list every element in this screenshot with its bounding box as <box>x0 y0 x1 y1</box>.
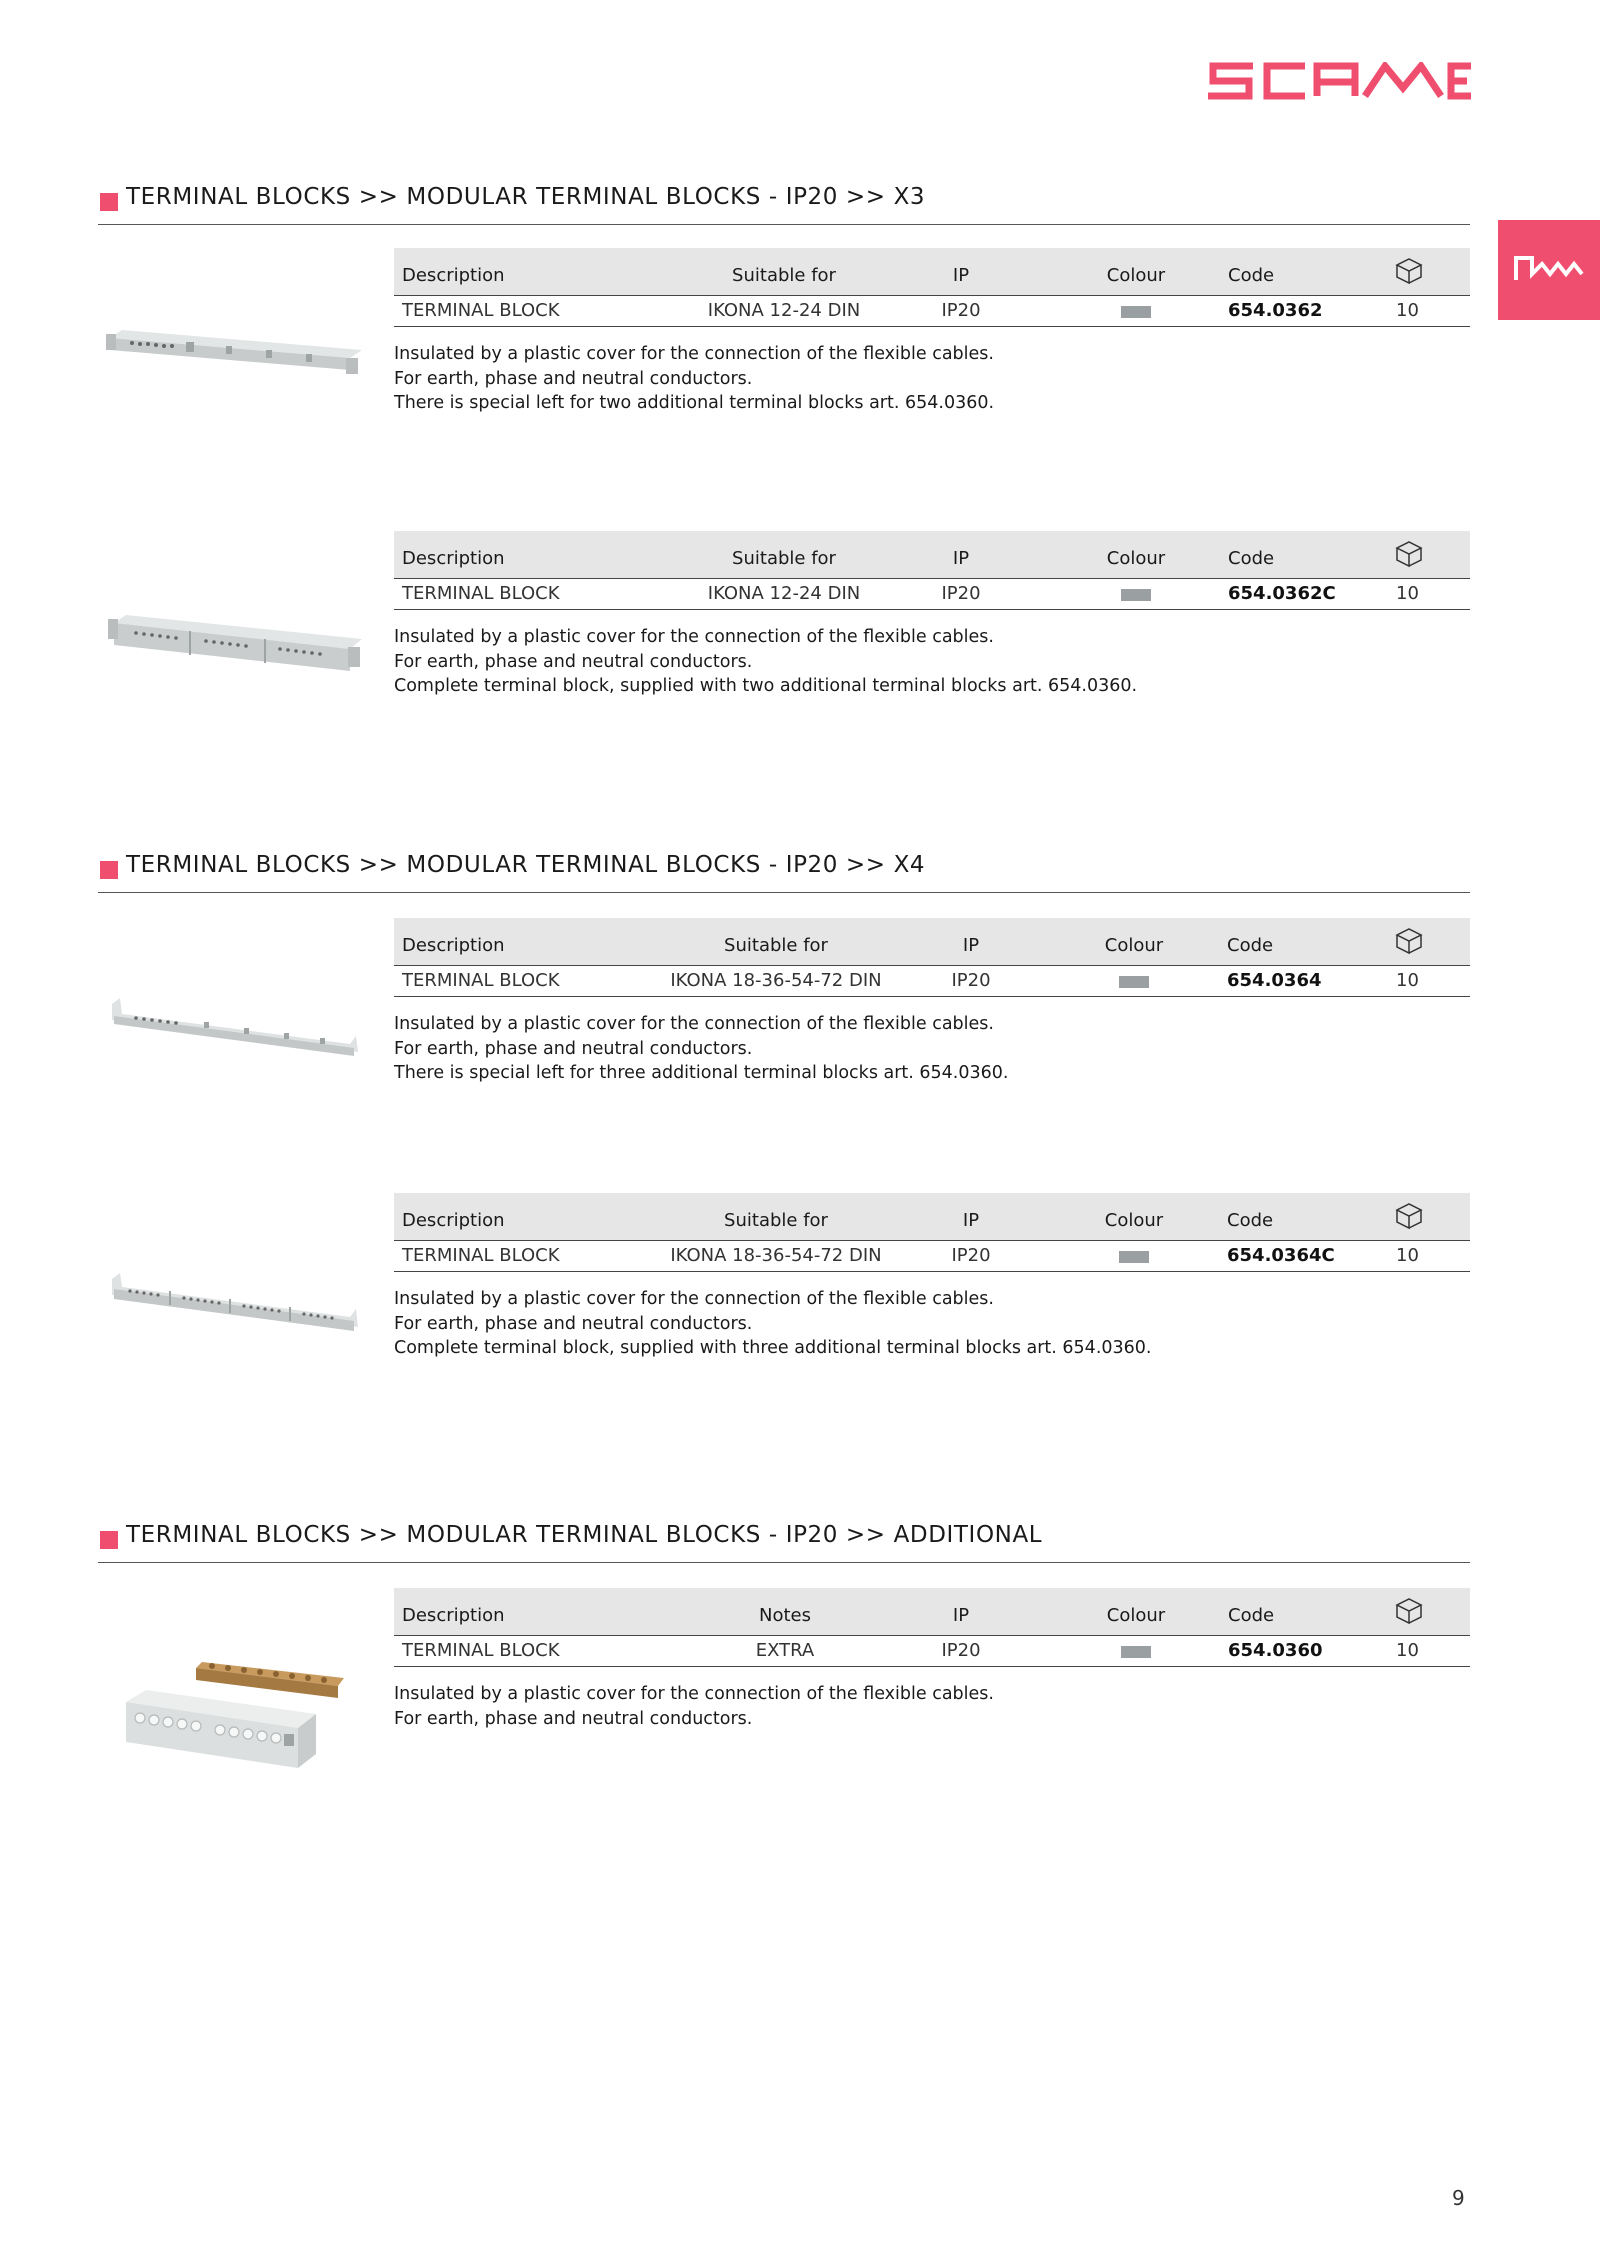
product-654-0364 <box>0 918 1600 1138</box>
note-line: For earth, phase and neutral conductors. <box>394 651 753 672</box>
cell-description: TERMINAL BLOCK <box>402 970 560 991</box>
box-icon <box>1394 256 1424 286</box>
product-654-0364c <box>0 1193 1600 1413</box>
header-description: Description <box>402 548 505 569</box>
section-title: TERMINAL BLOCKS >> MODULAR TERMINAL BLOCKS - IP20 >> X3 <box>126 184 926 210</box>
colour-swatch <box>1121 306 1151 318</box>
header-code: Code <box>1228 265 1275 286</box>
note-line: Insulated by a plastic cover for the connection of the flexible cables. <box>394 1684 994 1704</box>
note-line: There is special left for three additional terminal blocks art. 654.0360. <box>394 1063 1009 1083</box>
header-colour: Colour <box>1106 265 1166 286</box>
header-description: Description <box>402 935 505 956</box>
note-line: Insulated by a plastic cover for the connection of the flexible cables. <box>394 1014 994 1034</box>
header-description: Description <box>402 1605 505 1626</box>
header-suitable-for: Suitable for <box>724 1210 828 1231</box>
box-icon <box>1394 1596 1424 1626</box>
note-line: For earth, phase and neutral conductors. <box>394 1313 753 1334</box>
table-row <box>394 296 1470 327</box>
table-header <box>394 531 1470 579</box>
cell-code: 654.0364C <box>1227 1245 1335 1266</box>
cell-ip: IP20 <box>941 1640 981 1661</box>
table-header <box>394 248 1470 296</box>
table-row <box>394 579 1470 610</box>
section-title: TERMINAL BLOCKS >> MODULAR TERMINAL BLOCKS - IP20 >> X4 <box>126 852 926 878</box>
table-row <box>394 1636 1470 1667</box>
note-line: Complete terminal block, supplied with three additional terminal blocks art. 654.0360. <box>394 1338 1152 1358</box>
section-header-additional <box>98 1522 1470 1563</box>
note-line: For earth, phase and neutral conductors. <box>394 368 753 389</box>
section-title: TERMINAL BLOCKS >> MODULAR TERMINAL BLOCKS - IP20 >> ADDITIONAL <box>126 1522 1043 1548</box>
cell-description: TERMINAL BLOCK <box>402 1640 560 1661</box>
header-colour: Colour <box>1106 1605 1166 1626</box>
section-marker <box>100 1531 118 1549</box>
box-icon <box>1394 926 1424 956</box>
product-table <box>394 248 1470 327</box>
header-colour: Colour <box>1106 548 1166 569</box>
header-ip: IP <box>952 1605 970 1626</box>
header-ip: IP <box>952 548 970 569</box>
header-suitable-for: Suitable for <box>732 548 836 569</box>
header-colour: Colour <box>1104 1210 1164 1231</box>
product-notes <box>394 1682 994 1731</box>
cell-quantity: 10 <box>1396 1245 1419 1266</box>
colour-swatch <box>1121 1646 1151 1658</box>
cell-notes: EXTRA <box>755 1640 815 1661</box>
table-header <box>394 918 1470 966</box>
header-colour: Colour <box>1104 935 1164 956</box>
header-code: Code <box>1228 548 1275 569</box>
section-header-x3 <box>98 184 1470 225</box>
cell-quantity: 10 <box>1396 300 1419 321</box>
cell-ip: IP20 <box>951 1245 991 1266</box>
note-line: Complete terminal block, supplied with two additional terminal blocks art. 654.0360. <box>394 676 1138 696</box>
cell-code: 654.0364 <box>1227 970 1322 991</box>
header-description: Description <box>402 1210 505 1231</box>
product-notes <box>394 1012 1008 1086</box>
cell-suitable-for: IKONA 12-24 DIN <box>707 300 861 321</box>
product-table <box>394 1193 1470 1272</box>
box-icon <box>1394 1201 1424 1231</box>
cell-description: TERMINAL BLOCK <box>402 583 560 604</box>
section-marker <box>100 193 118 211</box>
header-code: Code <box>1227 935 1274 956</box>
terminal-block-image <box>100 306 380 426</box>
terminal-block-image <box>100 1261 380 1381</box>
box-icon <box>1394 539 1424 569</box>
cell-ip: IP20 <box>941 583 981 604</box>
table-row <box>394 966 1470 997</box>
header-notes: Notes <box>759 1605 811 1626</box>
header-ip: IP <box>962 1210 980 1231</box>
note-line: For earth, phase and neutral conductors. <box>394 1038 753 1059</box>
header-suitable-for: Suitable for <box>724 935 828 956</box>
cell-quantity: 10 <box>1396 1640 1419 1661</box>
table-header <box>394 1588 1470 1636</box>
section-marker <box>100 861 118 879</box>
table-header <box>394 1193 1470 1241</box>
page-number: 9 <box>1452 2186 1465 2210</box>
header-code: Code <box>1227 1210 1274 1231</box>
terminal-block-image <box>116 1656 376 1796</box>
cell-suitable-for: IKONA 18-36-54-72 DIN <box>670 970 882 991</box>
terminal-block-image <box>100 986 380 1106</box>
product-table <box>394 531 1470 610</box>
cell-quantity: 10 <box>1396 970 1419 991</box>
product-notes <box>394 1287 1151 1361</box>
note-line: There is special left for two additional terminal blocks art. 654.0360. <box>394 393 995 413</box>
product-notes <box>394 625 1137 699</box>
cell-description: TERMINAL BLOCK <box>402 300 560 321</box>
cell-quantity: 10 <box>1396 583 1419 604</box>
colour-swatch <box>1119 976 1149 988</box>
table-row <box>394 1241 1470 1272</box>
header-ip: IP <box>952 265 970 286</box>
product-654-0360 <box>0 1588 1600 1808</box>
header-description: Description <box>402 265 505 286</box>
note-line: Insulated by a plastic cover for the connection of the flexible cables. <box>394 627 994 647</box>
terminal-block-image <box>100 599 380 719</box>
note-line: Insulated by a plastic cover for the connection of the flexible cables. <box>394 344 994 364</box>
cell-suitable-for: IKONA 18-36-54-72 DIN <box>670 1245 882 1266</box>
colour-swatch <box>1119 1251 1149 1263</box>
cell-code: 654.0360 <box>1228 1640 1323 1661</box>
header-suitable-for: Suitable for <box>732 265 836 286</box>
note-line: For earth, phase and neutral conductors. <box>394 1708 753 1729</box>
scame-logo <box>1205 62 1473 100</box>
product-table <box>394 918 1470 997</box>
cell-ip: IP20 <box>941 300 981 321</box>
section-header-x4 <box>98 852 1470 893</box>
cell-suitable-for: IKONA 12-24 DIN <box>707 583 861 604</box>
colour-swatch <box>1121 589 1151 601</box>
header-ip: IP <box>962 935 980 956</box>
product-654-0362c <box>0 531 1600 751</box>
product-654-0362 <box>0 248 1600 468</box>
cell-code: 654.0362C <box>1228 583 1336 604</box>
header-code: Code <box>1228 1605 1275 1626</box>
cell-description: TERMINAL BLOCK <box>402 1245 560 1266</box>
note-line: Insulated by a plastic cover for the connection of the flexible cables. <box>394 1289 994 1309</box>
product-table <box>394 1588 1470 1667</box>
cell-ip: IP20 <box>951 970 991 991</box>
cell-code: 654.0362 <box>1228 300 1323 321</box>
product-notes <box>394 342 994 416</box>
